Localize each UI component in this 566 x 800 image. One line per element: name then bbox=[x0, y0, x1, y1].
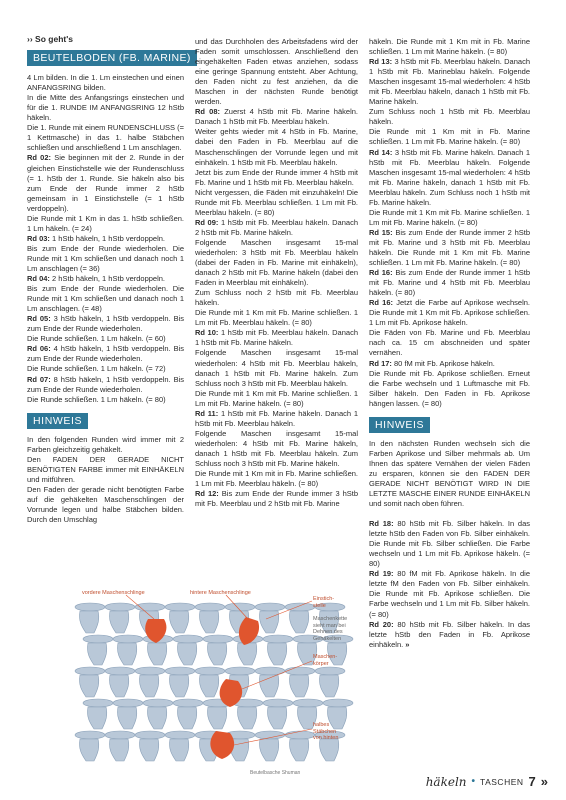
stitch-post bbox=[109, 739, 128, 761]
chain-loop bbox=[135, 667, 165, 675]
round-text: Bis zum Ende der Runde immer 3 hStb mit Fb. Meerblau und 2 hStb mit Fb. Marine bbox=[195, 489, 359, 509]
label-halbes: halbes Stäbchen von hinten bbox=[313, 722, 339, 741]
stitch-post bbox=[267, 643, 286, 665]
round-label: Rd 04: bbox=[27, 274, 50, 284]
round-text: Bis zum Ende der Runde immer 2 hStb mit Fb. Marine und 3 hStb mit Fb. Meerblau häkeln. Die Runde mit 1 Km mit Fb. Marine schließen. 1 Lm mit Fb. Marine häkeln. (= 80) bbox=[369, 227, 531, 268]
label-koerper: Maschen- körper bbox=[313, 654, 338, 667]
round-instruction bbox=[27, 153, 184, 233]
chain-loop bbox=[135, 731, 165, 739]
round-instruction bbox=[369, 359, 530, 409]
stitch-post bbox=[289, 611, 308, 633]
paragraph: Die 1. Runde mit einem RUNDENSCHLUSS (= 1 Kettmasche) in das 1. halbe Stäbchen schließen und anschließend 1 Lm anschlagen. bbox=[27, 123, 184, 153]
stitch-post bbox=[289, 739, 308, 761]
stitch-post bbox=[147, 707, 166, 729]
chain-loop bbox=[105, 731, 135, 739]
stitch-post bbox=[147, 643, 166, 665]
chain-loop bbox=[225, 603, 255, 611]
chain-loop bbox=[173, 635, 203, 643]
round-label: Rd 19: bbox=[369, 569, 394, 579]
next-page-arrow-icon: » bbox=[540, 774, 548, 789]
chain-loop bbox=[75, 667, 105, 675]
stitch-post bbox=[207, 707, 226, 729]
chain-loop bbox=[173, 699, 203, 707]
stitch-post bbox=[289, 675, 308, 697]
chain-loop bbox=[113, 635, 143, 643]
round-label: Rd 09: bbox=[195, 217, 219, 227]
chain-loop bbox=[113, 699, 143, 707]
round-instruction bbox=[369, 298, 530, 358]
round-instruction bbox=[369, 268, 530, 298]
stitch-post bbox=[259, 739, 278, 761]
chain-loop bbox=[83, 699, 113, 707]
stitch-post bbox=[237, 643, 256, 665]
chain-loop bbox=[165, 731, 195, 739]
chain-loop bbox=[105, 667, 135, 675]
chain-loop bbox=[315, 667, 345, 675]
stitch-post bbox=[199, 675, 218, 697]
stitch-post bbox=[117, 643, 136, 665]
chain-loop bbox=[285, 731, 315, 739]
stitch-post bbox=[109, 611, 128, 633]
round-label: Rd 05: bbox=[27, 314, 51, 324]
round-instruction bbox=[195, 218, 358, 329]
stitch-post bbox=[79, 611, 98, 633]
hinweis-body bbox=[27, 435, 184, 525]
stitch-post bbox=[177, 707, 196, 729]
hinweis-body-2: In den nächsten Runden wechseln sich die Farben Aprikose und Silber mehrmals ab. Um Ihnen das spätere Vernähen der vielen Fäden zu ersparen, können sie den FADEN DER GERADE NICHT BENÖTIGT WIRD IN DIE LETZTE MASCHE EINER RUNDE EINHÄKELN und somit nach oben führen. bbox=[369, 438, 530, 509]
round-label: Rd 07: bbox=[27, 374, 51, 384]
round-instruction bbox=[27, 274, 184, 314]
round-instruction bbox=[369, 57, 530, 147]
chain-loop bbox=[255, 603, 285, 611]
label-front-loop: vordere Maschenschlinge bbox=[82, 590, 145, 596]
stitch-post bbox=[169, 611, 188, 633]
chain-loop bbox=[143, 699, 173, 707]
chain-loop bbox=[323, 699, 353, 707]
paragraph: häkeln. Die Runde mit 1 Km mit in Fb. Marine schließen. 1 Lm mit Marine häkeln. (= 80) bbox=[369, 37, 530, 57]
label-einstich: Einstich- stelle bbox=[313, 596, 335, 609]
stitch-post bbox=[117, 707, 136, 729]
section-heading-beutelboden: BEUTELBODEN (FB. MARINE) bbox=[27, 50, 197, 66]
chain-loop bbox=[105, 603, 135, 611]
chain-loop bbox=[225, 667, 255, 675]
page-footer bbox=[426, 774, 548, 789]
column-2 bbox=[195, 37, 358, 509]
chain-loop bbox=[83, 635, 113, 643]
round-instruction bbox=[369, 569, 530, 619]
stitch-post bbox=[169, 675, 188, 697]
label-kette: Maschenkette sieht man bei Dehnen des Gehäkelten bbox=[313, 616, 348, 642]
round-instruction bbox=[369, 519, 530, 569]
figure-credit: Beutelbasche Shuman bbox=[250, 770, 301, 776]
brand-logo: häkeln bbox=[425, 774, 467, 789]
paragraph: In den folgenden Runden wird immer mit 2 Farben gleichzeitig gehäkelt. bbox=[27, 434, 184, 454]
paragraph: und das Durchholen des Arbeitsfadens wird der Faden somit umschlossen. Anschließend den eingehäkelten Faden etwas anziehen, sodass eine geringe Spannung entsteht. Aber Achtung, den Faden nicht zu fest anziehen, da die Maschen in der nächsten Runde benötigt werden. bbox=[195, 37, 358, 107]
column-1 bbox=[27, 34, 191, 525]
hinweis-heading-2: HINWEIS bbox=[369, 417, 430, 433]
round-instruction bbox=[27, 234, 184, 274]
round-text: Sie beginnen mit der 2. Runde in der gleichen Einstichstelle wie der Rundenschluss (= 1. hStb der 1. Runde. Sie häkeln also bis zum Ende der Runde immer 2 hStb gemeinsam in 1 Einstichstelle (= 1 hStb verdoppeln). Die Runde mit 1 Km in das 1. hStb schließen. 1 Lm häkeln. (= 24) bbox=[27, 153, 184, 233]
stitch-post bbox=[87, 643, 106, 665]
round-instruction bbox=[195, 489, 358, 509]
round-instruction bbox=[27, 314, 184, 344]
chain-loop bbox=[165, 603, 195, 611]
round-label: Rd 03: bbox=[27, 233, 50, 243]
paragraph: In die Mitte des Anfangsrings einstechen und für die 1. RUNDE IM ANFANGSRING 12 hStb häkeln. bbox=[27, 93, 184, 123]
round-text: 8 hStb häkeln, 1 hStb verdoppeln. Bis zum Ende der Runde wiederholen. Die Runde schließen. 1 Lm häkeln. (= 80) bbox=[27, 374, 184, 404]
column-3-body-2 bbox=[369, 519, 530, 650]
stitch-post bbox=[259, 611, 278, 633]
round-text: 2 hStb häkeln, 1 hStb verdoppeln. Bis zum Ende der Runde wiederholen. Die Runde mit 1 Km schließen und danach noch 1 Lm anschlagen. (= 48) bbox=[27, 274, 184, 314]
page-number: 7 bbox=[528, 774, 536, 789]
stitch-post bbox=[79, 675, 98, 697]
round-text: 1 hStb mit Fb. Meerblau häkeln. Danach 2 hStb mit Fb. Marine häkeln. Folgende Maschen insgesamt 15-mal wiederholen: 3 hStb mit Fb. Meerblau häkeln (dabei der Faden in Fb. Marine mit einhäkeln), danach 2 hStb mit Fb. Marine häkeln (dabei den Faden in Meerblau mit einhäkeln). Zum Schluss noch 2 hStb mit Fb. Meerblau häkeln. Die Runde mit 1 Km mit Fb. Marine schließen. 1 Lm mit Fb. Meerblau häkeln. (= 80) bbox=[195, 217, 358, 328]
round-instruction bbox=[195, 328, 358, 408]
watermark: PassionForum.ru bbox=[496, 791, 550, 798]
stitch-post bbox=[87, 707, 106, 729]
round-label: Rd 18: bbox=[369, 519, 394, 529]
chain-loop bbox=[75, 731, 105, 739]
round-instruction bbox=[369, 148, 530, 228]
stitch-post bbox=[319, 675, 338, 697]
chain-loop bbox=[135, 603, 165, 611]
round-text: Zuerst 4 hStb mit Fb. Marine häkeln. Danach 1 hStb mit Fb. Meerblau häkeln. Weiter gehts wieder mit 4 hStb in Fb. Marine, dabei den Faden in Fb. Meerblau auf die Maschenschlingen der Vorrunde legen und mit einhäkeln. 1 hStb mit Fb. Meerblau häkeln. Jetzt bis zum Ende der Runde immer 4 hStb mit Fb. Marine und 1 hStb mit Fb. Meerblau häkeln. Nicht vergessen, die Fäden mit einzuhäkeln! Die Runde mit Fb. Meerblau schließen. 1 Lm mit Fb. Meerblau häkeln. (= 80) bbox=[195, 107, 358, 217]
round-text: 80 fM mit Fb. Aprikose häkeln. Die Runde mit Fb. Aprikose schließen. Erneut die Farbe wechseln und 1 Luftmasche mit Fb. Silber häkeln. Den Faden in Fb. Aprikose hängen lassen. (= 80) bbox=[369, 358, 530, 408]
stitch-post bbox=[207, 643, 226, 665]
column-1-body bbox=[27, 73, 184, 405]
chain-loop bbox=[263, 635, 293, 643]
round-label: Rd 11: bbox=[195, 408, 219, 418]
stitch-post bbox=[139, 675, 158, 697]
stitch-post bbox=[79, 739, 98, 761]
chain-loop bbox=[285, 667, 315, 675]
paragraph: 4 Lm bilden. In die 1. Lm einstechen und einen ANFANGSRING bilden. bbox=[27, 73, 184, 93]
continue-arrow-icon: » bbox=[405, 639, 410, 649]
round-text: 3 hStb mit Fb. Meerblau häkeln. Danach 1 hStb mit Fb. Marineblau häkeln. Folgende Maschen insgesamt 15-mal wiederholen: 4 hStb mit Fb. Meerblau häkeln, danach 1 hStb mit Fb. Marine häkeln. Zum Schluss noch 1 hStb mit Fb. Meerblau häkeln. Die Runde mit 1 Km mit in Fb. Marine schließen. 1 Lm mit Fb. Marine häkeln. (= 80) bbox=[369, 57, 530, 147]
round-text: Bis zum Ende der Runde immer 1 hStb mit Fb. Marine und 4 hStb mit Fb. Meerblau häkeln. (= 80) bbox=[369, 268, 531, 298]
magazine-name: TASCHEN bbox=[480, 776, 524, 787]
chain-loop bbox=[203, 635, 233, 643]
round-label: Rd 20: bbox=[369, 619, 394, 629]
chain-loop bbox=[195, 603, 225, 611]
round-text: 80 fM mit Fb. Aprikose häkeln. In die letzte fM den Faden von Fb. Silber einhäkeln. Die Runde mit Fb. Aprikose schließen. Die Farbe wechseln und 1 Lm mit Fb. Silber häkeln. (= 80) bbox=[369, 569, 531, 619]
column-2-body bbox=[195, 107, 358, 509]
stitch-post bbox=[319, 739, 338, 761]
round-label: Rd 08: bbox=[195, 107, 221, 117]
stitch-post bbox=[139, 739, 158, 761]
round-label: Rd 10: bbox=[195, 328, 219, 338]
separator-dot: • bbox=[471, 776, 476, 787]
arrow-icon: ›› bbox=[27, 34, 33, 44]
column-3 bbox=[369, 37, 530, 650]
round-instruction bbox=[369, 228, 530, 268]
label-back-loop: hintere Maschenschlinge bbox=[190, 590, 251, 596]
stitch-post bbox=[177, 643, 196, 665]
paragraph: Den FADEN DER GERADE NICHT BENÖTIGTEN FARBE immer mit EINHÄKELN und mitführen. bbox=[27, 454, 184, 484]
chain-loop bbox=[75, 603, 105, 611]
round-label: Rd 14: bbox=[369, 147, 393, 157]
stitch-post bbox=[169, 739, 188, 761]
round-instruction bbox=[195, 107, 358, 218]
round-text: 80 hStb mit Fb. Silber häkeln. In das letzte hStb den Faden von Fb. Silber einhäkeln. Die Runde mit Fb. Silber schließen. Die Farbe wechseln und 1 Lm mit Fb. Aprikose häkeln. (= 80) bbox=[369, 519, 530, 569]
column-3-body bbox=[369, 57, 530, 409]
hinweis-heading: HINWEIS bbox=[27, 413, 88, 429]
round-label: Rd 17: bbox=[369, 358, 392, 368]
stitch-post bbox=[267, 707, 286, 729]
round-text: 1 hStb häkeln, 1 hStb verdoppeln. Bis zum Ende der Runde wiederholen. Die Runde mit 1 Km schließen und danach noch 1 Lm anschlagen (= 36) bbox=[27, 233, 184, 273]
chain-loop bbox=[293, 699, 323, 707]
round-label: Rd 16: bbox=[369, 268, 393, 278]
round-text: 1 hStb mit Fb. Meerblau häkeln. Danach 1 hStb mit Fb. Marine häkeln. Folgende Maschen insgesamt 15-mal wiederholen: 4 hStb mit Fb. Meerblau häkeln, danach 1 hStb mit Fb. Marine häkeln. Zum Schluss noch 3 hStb mit Fb. Meerblau häkeln. Die Runde mit 1 Km mit Fb. Marine schließen. 1 Lm mit Fb. Marine häkeln. (= 80) bbox=[195, 328, 358, 408]
round-instruction bbox=[27, 375, 184, 405]
round-label: Rd 06: bbox=[27, 344, 51, 354]
round-text: 1 hStb mit Fb. Marine häkeln. Danach 1 hStb mit Fb. Meerblau häkeln. Folgende Maschen insgesamt 15-mal wiederholen: 4 hStb mit Fb. Marine häkeln, danach 1 hStb mit Fb. Meerblau häkeln. Zum Schluss noch 3 hStb mit Fb. Marine häkeln. Die Runde mit 1 Km mit in Fb. Marine schließen. 1 Lm mit Fb. Meerblau häkeln. (= 80) bbox=[195, 408, 358, 489]
stitch-post bbox=[109, 675, 128, 697]
stitch-post bbox=[237, 707, 256, 729]
stitch-post bbox=[199, 611, 218, 633]
round-label: Rd 12: bbox=[195, 489, 219, 499]
paragraph: Den Faden der gerade nicht benötigten Farbe auf die gehäkelten Maschenschlingen der Vorrunde legen und halbe Stäbchen bilden. Durch den Umschlag bbox=[27, 484, 184, 525]
round-instruction bbox=[27, 344, 184, 374]
round-label: Rd 02: bbox=[27, 153, 52, 163]
round-text: 3 hStb mit Fb. Marine häkeln. Danach 1 hStb mit Fb. Meerblau häkeln. Folgende Maschen insgesamt 15-mal wiederholen: 4 hStb mit Fb. Marine häkeln, danach 1 hStb mit Fb. Meerblau häkeln. Zum Schluss noch 1 hStb mit Fb. Marine häkeln. Die Runde mit 1 Km mit Fb. Marine schließen. 1 Lm mit Fb. Marine häkeln. (= 80) bbox=[369, 147, 531, 227]
chain-loop bbox=[195, 667, 225, 675]
round-instruction bbox=[195, 409, 358, 489]
so-gehts-heading: ›› So geht's bbox=[27, 34, 73, 44]
round-label: Rd 16: bbox=[369, 298, 394, 308]
chain-loop bbox=[263, 699, 293, 707]
round-text: Jetzt die Farbe auf Aprikose wechseln. Die Runde mit 1 Km mit Fb. Aprikose schließen. 1 Lm mit Fb. Aprikose häkeln. Die Fäden von Fb. Marine und Fb. Meerblau nach ca. 15 cm abschneiden und später vernähen. bbox=[369, 298, 531, 358]
round-label: Rd 13: bbox=[369, 57, 393, 67]
round-text: 4 hStb häkeln, 1 hStb verdoppeln. Bis zum Ende der Runde wiederholen. Die Runde schließen. 1 Lm häkeln. (= 72) bbox=[27, 344, 184, 374]
round-text: 3 hStb häkeln, 1 hStb verdoppeln. Bis zum Ende der Runde wiederholen. Die Runde schließen. 1 Lm häkeln. (= 60) bbox=[27, 314, 184, 344]
round-text: 80 hStb mit Fb. Silber häkeln. In das letzte hStb den Faden in Fb. Aprikose einhäkeln. bbox=[369, 619, 530, 649]
round-instruction bbox=[369, 620, 530, 650]
round-label: Rd 15: bbox=[369, 227, 393, 237]
chain-loop bbox=[165, 667, 195, 675]
